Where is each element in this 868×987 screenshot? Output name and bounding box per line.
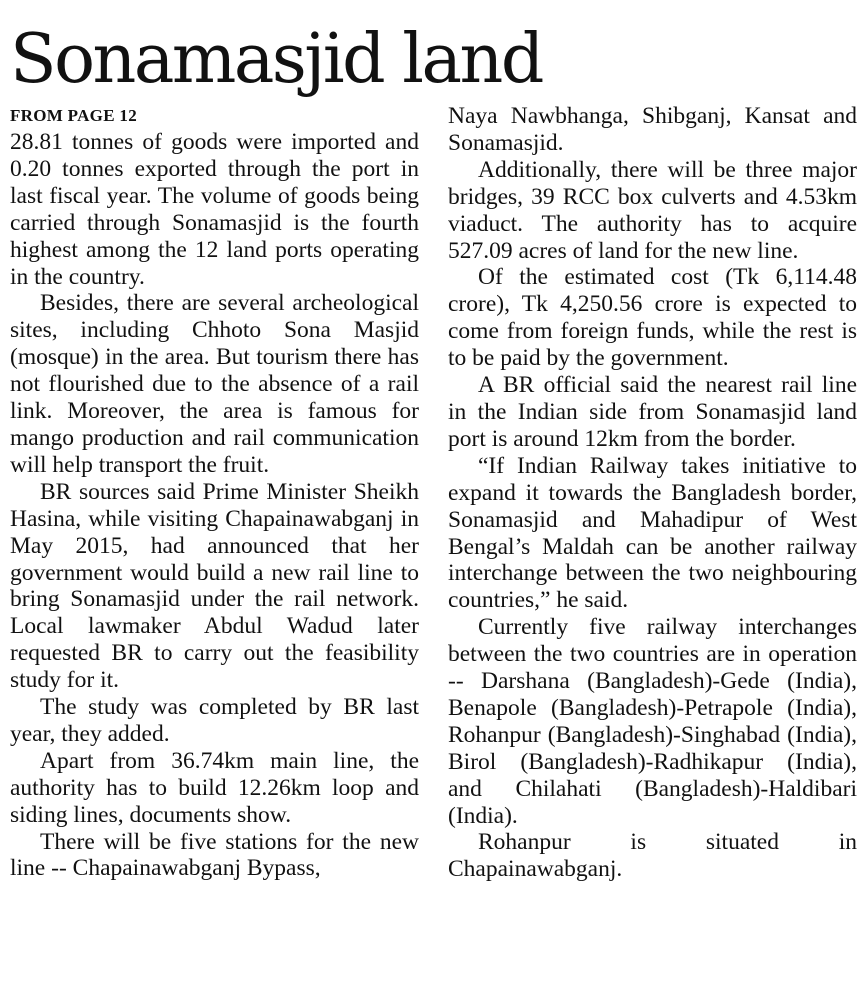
article-paragraph: Apart from 36.74km main line, the authority has to build 12.26km loop and siding lines, documents show.: [10, 747, 419, 828]
article-paragraph: There will be five stations for the new line -- Chapainawabganj Bypass,: [10, 828, 419, 882]
headline: Sonamasjid land: [10, 20, 542, 99]
left-column: [10, 103, 419, 882]
article-paragraph: Additionally, there will be three major bridges, 39 RCC box culverts and 4.53km viaduct. The authority has to acquire 527.09 acres of land for the new line.: [448, 156, 857, 264]
article-paragraph: A BR official said the nearest rail line in the Indian side from Sonamasjid land port is around 12km from the border.: [448, 372, 857, 452]
article-paragraph: “If Indian Railway takes initiative to expand it towards the Bangladesh border, Sonamasjid and Mahadipur of West Bengal’s Maldah can be another railway interchange between the two neighbouring countries,” he said.: [448, 452, 857, 614]
article-paragraph: The study was completed by BR last year, they added.: [10, 694, 419, 747]
article-paragraph: Currently five railway interchanges between the two countries are in operation -- Darshana (Bangladesh)-Gede (India), Benapole (Bangladesh)-Petrapole (India), Rohanpur (Bangladesh)-Singhabad (India), Birol (Bangladesh)-Radhikapur (India), and Chilahati (Bangladesh)-Haldibari (India).: [448, 614, 857, 829]
right-column: [448, 103, 857, 883]
article-paragraph: Rohanpur is situated in Chapainawabganj.: [448, 829, 857, 883]
article-paragraph: Besides, there are several archeological sites, including Chhoto Sona Masjid (mosque) in the area. But tourism there has not flourished due to the absence of a rail link. Moreover, the area is famous for mango production and rail communication will help transport the fruit.: [10, 290, 419, 478]
article-paragraph: 28.81 tonnes of goods were imported and 0.20 tonnes exported through the port in last fiscal year. The volume of goods being carried through Sonamasjid is the fourth highest among the 12 land ports operating in the country.: [10, 129, 419, 290]
article-paragraph: BR sources said Prime Minister Sheikh Hasina, while visiting Chapainawabganj in May 2015, had announced that her government would build a new rail line to bring Sonamasjid under the rail network. Local lawmaker Abdul Wadud later requested BR to carry out the feasibility study for it.: [10, 478, 419, 694]
article-paragraph: Of the estimated cost (Tk 6,114.48 crore), Tk 4,250.56 crore is expected to come from foreign funds, while the rest is to be paid by the government.: [448, 264, 857, 372]
jump-line: FROM PAGE 12: [10, 106, 137, 125]
article-paragraph-continued: Naya Nawbhanga, Shibganj, Kansat and Sonamasjid.: [448, 103, 857, 156]
